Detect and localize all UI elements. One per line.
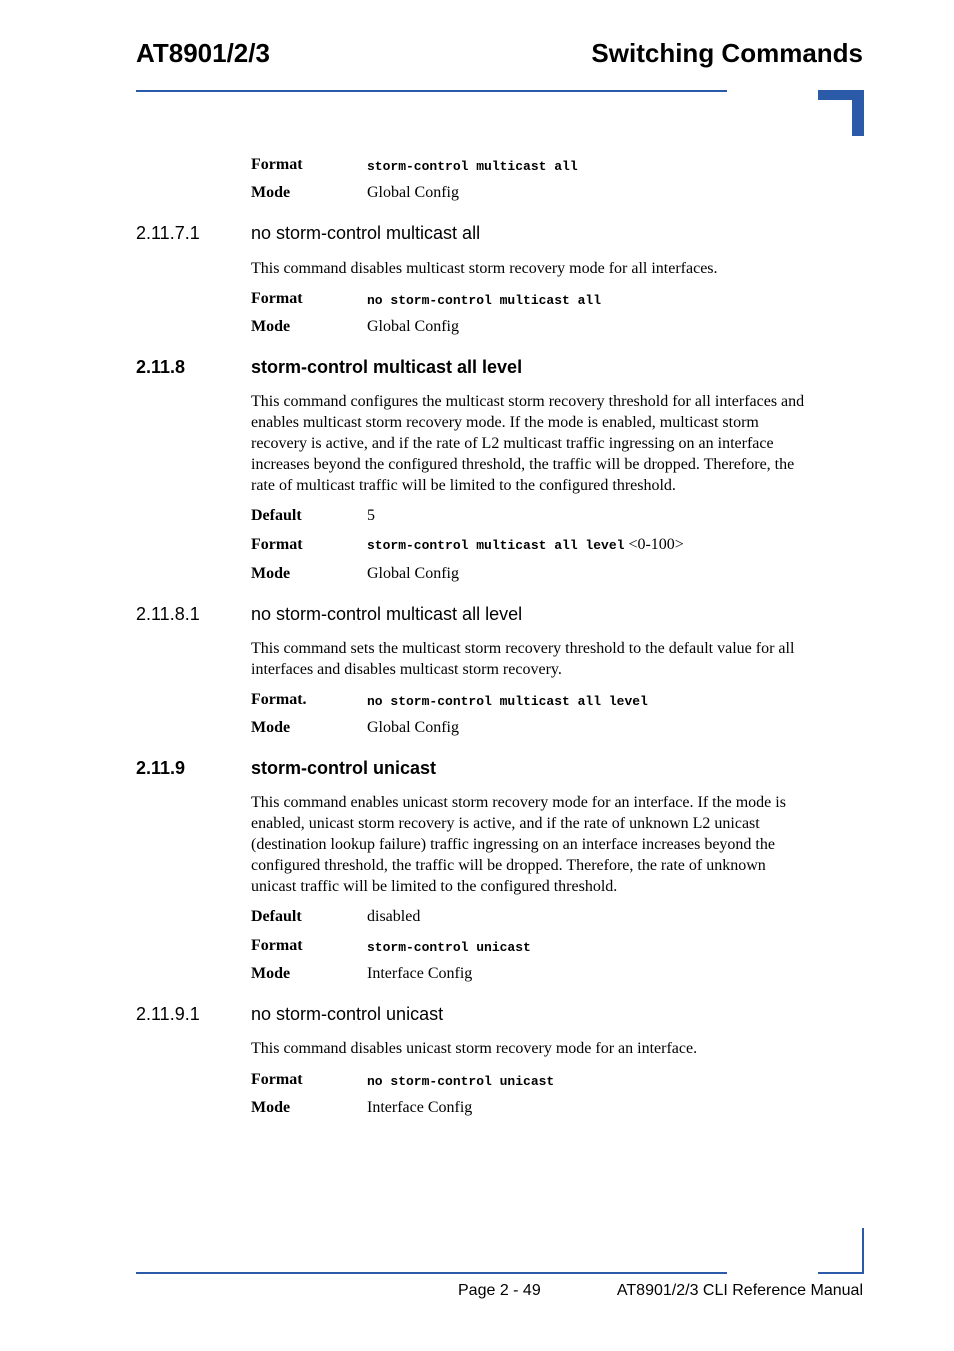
format-label: Format — [251, 937, 303, 954]
section-paragraph — [251, 391, 863, 496]
header-rule — [136, 90, 727, 92]
corner-mark-bottom — [862, 1228, 864, 1273]
section-title: no storm-control multicast all — [251, 223, 481, 243]
section-title: storm-control unicast — [251, 758, 437, 778]
section-number: 2.11.9.1 — [136, 1004, 200, 1024]
mode-label: Mode — [251, 1099, 291, 1116]
format-value: storm-control multicast all — [367, 159, 578, 174]
format-value: no storm-control multicast all — [367, 293, 602, 308]
paragraph-line: recovery is active, and if the rate of L2 multicast traffic ingressing on an interface — [251, 435, 774, 452]
paragraph-line: increases beyond the configured threshold, the traffic will be dropped. Therefore, the — [251, 456, 795, 473]
section-paragraph: This command disables unicast storm recovery mode for an interface. — [251, 1040, 698, 1057]
section-paragraph — [251, 638, 863, 680]
mode-value: Global Config — [367, 719, 459, 736]
format-label: Format — [251, 290, 303, 307]
default-value: 5 — [367, 507, 375, 524]
mode-value: Global Config — [367, 318, 459, 335]
manual-title: AT8901/2/3 CLI Reference Manual — [616, 1282, 863, 1299]
paragraph-line: interfaces and disables multicast storm recovery. — [251, 661, 562, 678]
default-label: Default — [251, 908, 302, 925]
section-title: storm-control multicast all level — [251, 357, 523, 377]
header-product: AT8901/2/3 — [136, 38, 270, 68]
mode-label: Mode — [251, 965, 291, 982]
section-paragraph: This command disables multicast storm recovery mode for all interfaces. — [251, 260, 718, 277]
format-command: storm-control multicast all level — [367, 538, 625, 553]
format-value — [367, 535, 684, 556]
format-label: Format. — [251, 691, 307, 708]
mode-label: Mode — [251, 719, 291, 736]
section-number: 2.11.8.1 — [136, 604, 200, 624]
default-value: disabled — [367, 908, 421, 925]
mode-label: Mode — [251, 184, 291, 201]
section-title: no storm-control unicast — [251, 1004, 444, 1024]
format-label: Format — [251, 156, 303, 173]
format-label: Format — [251, 536, 303, 553]
section-title: no storm-control multicast all level — [251, 604, 523, 624]
mode-value: Interface Config — [367, 1099, 473, 1116]
section-paragraph — [251, 792, 863, 897]
format-value: no storm-control multicast all level — [367, 694, 648, 709]
paragraph-line: This command sets the multicast storm recovery threshold to the default value for all — [251, 640, 795, 657]
paragraph-line: This command configures the multicast storm recovery threshold for all interfaces and — [251, 393, 805, 410]
paragraph-line: rate of multicast traffic will be limited to the configured threshold. — [251, 477, 676, 494]
section-number: 2.11.8 — [136, 357, 186, 377]
section-number: 2.11.7.1 — [136, 223, 200, 243]
footer-rule — [136, 1272, 727, 1274]
corner-mark-top — [818, 90, 864, 136]
format-argument: <0-100> — [624, 536, 684, 553]
format-value: storm-control unicast — [367, 940, 531, 955]
mode-label: Mode — [251, 565, 291, 582]
footer-rule-right — [818, 1272, 864, 1274]
format-label: Format — [251, 1071, 303, 1088]
mode-label: Mode — [251, 318, 291, 335]
paragraph-line: This command enables unicast storm recovery mode for an interface. If the mode is — [251, 794, 786, 811]
section-number: 2.11.9 — [136, 758, 186, 778]
mode-value: Interface Config — [367, 965, 473, 982]
paragraph-line: unicast traffic will be limited to the configured threshold. — [251, 878, 618, 895]
paragraph-line: enabled, unicast storm recovery is active, and if the rate of unknown L2 unicast — [251, 815, 760, 832]
page-number: Page 2 - 49 — [458, 1282, 541, 1299]
header-chapter: Switching Commands — [591, 38, 863, 68]
paragraph-line: enables multicast storm recovery mode. If the mode is enabled, multicast storm — [251, 414, 759, 431]
paragraph-line: (destination lookup failure) traffic ingressing on an interface increases beyond the — [251, 836, 775, 853]
mode-value: Global Config — [367, 184, 459, 201]
paragraph-line: configured threshold, the traffic will be dropped. Therefore, the rate of unknown — [251, 857, 766, 874]
mode-value: Global Config — [367, 565, 459, 582]
default-label: Default — [251, 507, 302, 524]
format-value: no storm-control unicast — [367, 1074, 555, 1089]
